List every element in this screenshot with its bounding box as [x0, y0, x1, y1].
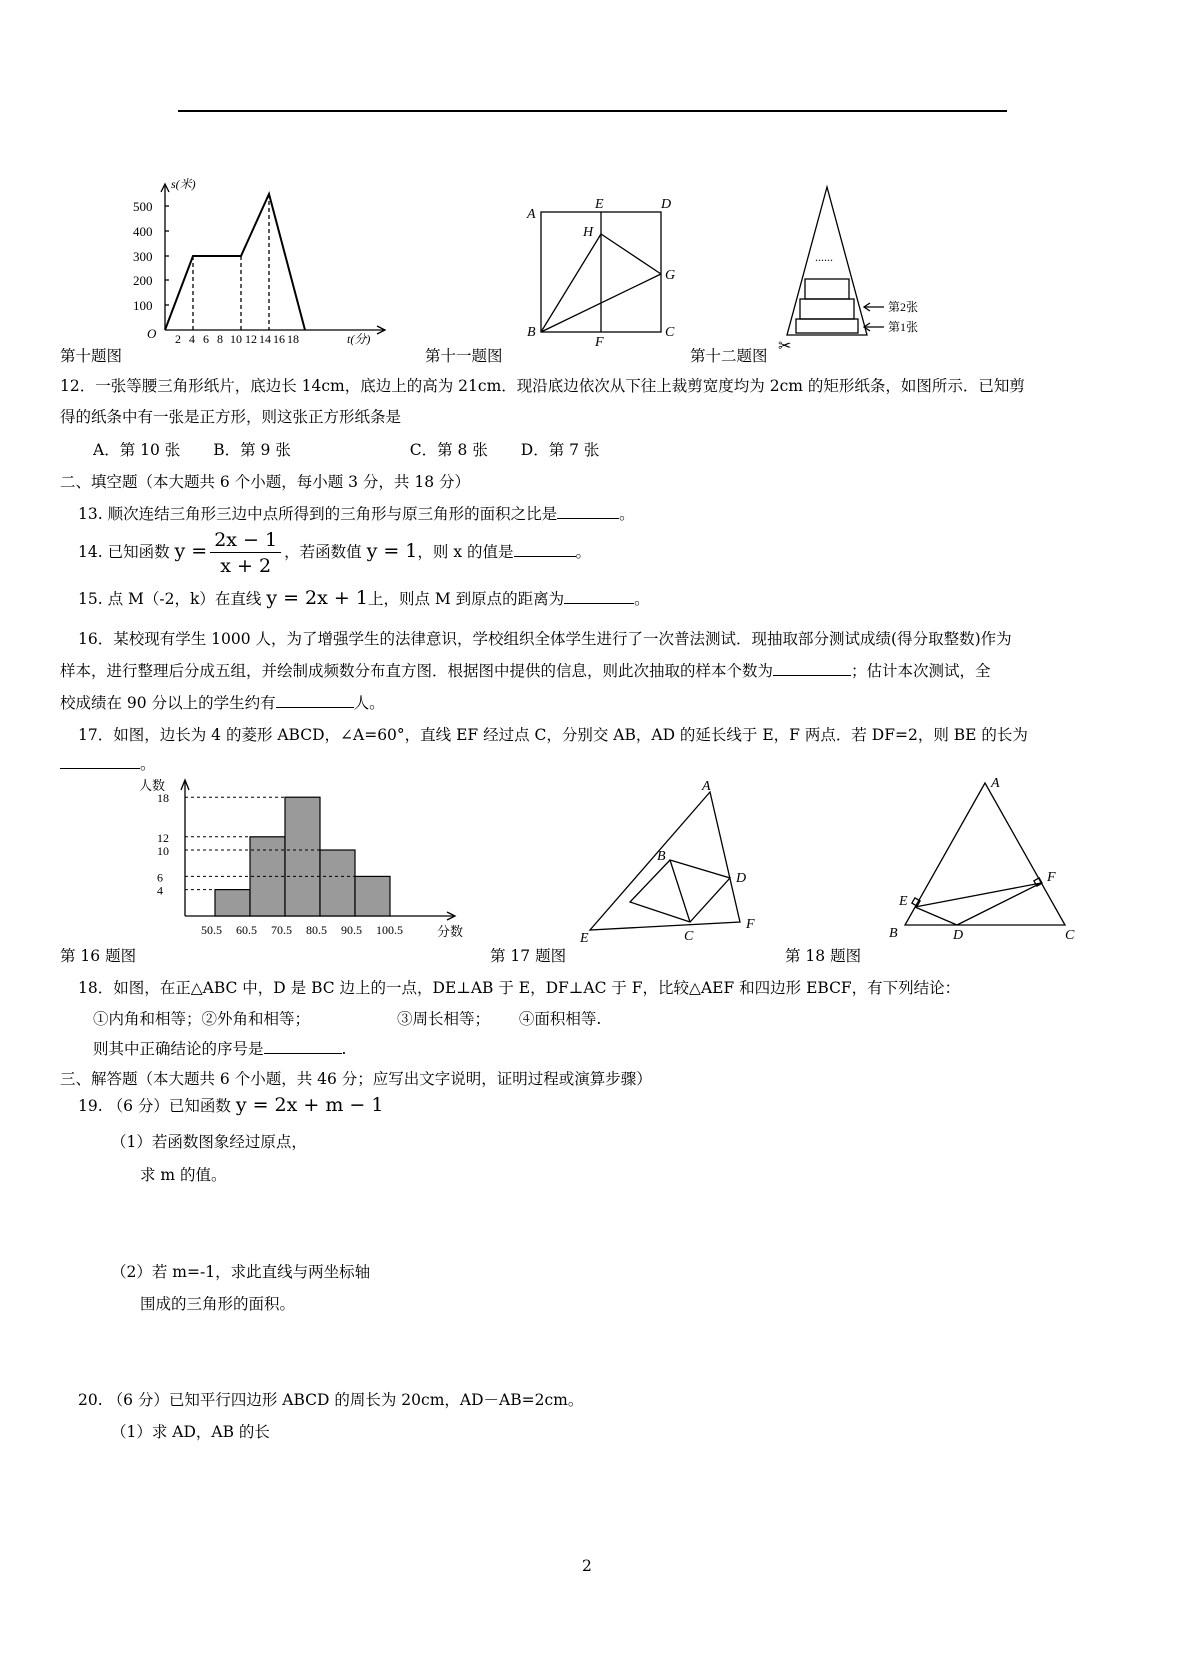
fig10-caption: 第十题图	[60, 347, 123, 365]
figure-10-graph	[133, 177, 395, 346]
q14-func: y =	[174, 540, 208, 562]
q13-end: 。	[619, 505, 635, 523]
q16-line1: 16．某校现有学生 1000 人，为了增强学生的法律意识，学校组织全体学生进行了一次普法测试．现抽取部分测试成绩(得分取整数)作为	[78, 630, 1012, 648]
q13	[78, 502, 635, 524]
q16-sample-blank[interactable]	[773, 661, 851, 676]
q12-option-b[interactable]: B．第 9 张	[213, 441, 291, 459]
q14-pre: 14. 已知函数	[78, 543, 170, 561]
fig17-label-b: B	[657, 849, 666, 864]
histogram-y-ticks	[157, 791, 169, 897]
q18-conclusion-3: ③周长相等；	[396, 1010, 490, 1028]
histogram-y-tick: 18	[157, 791, 169, 806]
q16-line3-text: 校成绩在 90 分以上的学生约有	[60, 694, 276, 712]
fig17-label-c: C	[684, 929, 694, 944]
fig16-x-label: 分数	[437, 924, 464, 939]
fig11-label-f: F	[595, 335, 604, 350]
fig12-caption: 第十二题图	[690, 347, 768, 365]
fig11-label-b: B	[527, 325, 536, 340]
q14-numerator: 2x − 1	[210, 529, 281, 553]
fig18-label-e: E	[899, 894, 908, 909]
fig18-caption: 第 18 题图	[785, 947, 862, 965]
fig12-dots: ......	[815, 250, 833, 264]
fig12-strip-1: 第1张	[888, 320, 919, 334]
q15	[78, 587, 650, 609]
fig11-caption: 第十一题图	[425, 347, 503, 365]
q16-line2b: ；估计本次测试，全	[851, 662, 991, 680]
fig18-label-c: C	[1065, 928, 1075, 943]
q14	[78, 529, 591, 577]
fig11-label-h: H	[583, 225, 594, 240]
fig10-x-tick: 14	[259, 332, 271, 346]
histogram-bar-3	[285, 797, 320, 916]
q14-denominator: x + 2	[220, 555, 272, 577]
q18-line1: 18．如图，在正△ABC 中，D 是 BC 边上的一点，DE⊥AB 于 E，DF⊥AC 于 F，比较△AEF 和四边形 EBCF，有下列结论：	[78, 979, 961, 997]
q19-pre: 19. （6 分）已知函数	[78, 1097, 231, 1115]
fig10-y-label: s(米)	[171, 177, 196, 191]
fig10-x-tick: 18	[287, 332, 299, 346]
q14-post: ，则 x 的值是	[417, 543, 514, 561]
fig17-caption: 第 17 题图	[490, 947, 567, 965]
q12-option-a[interactable]: A．第 10 张	[93, 441, 181, 459]
q14-answer-blank[interactable]	[514, 542, 576, 557]
q18-ask	[93, 1037, 346, 1059]
q18-conclusions	[93, 1007, 601, 1029]
histogram-bar-5	[355, 876, 390, 916]
q18-answer-blank[interactable]	[264, 1039, 342, 1054]
histogram-bar-1	[215, 890, 250, 916]
fig11-label-d: D	[661, 197, 672, 212]
q13-text: 13. 顺次连结三角形三边中点所得到的三角形与原三角形的面积之比是	[78, 505, 558, 523]
fig16-caption: 第 16 题图	[60, 947, 137, 965]
fig10-y-tick: 100	[133, 298, 153, 313]
section-2-heading: 二、填空题（本大题共 6 个小题，每小题 3 分，共 18 分）	[60, 473, 471, 491]
fig10-x-label: t(分)	[347, 332, 371, 346]
figure-12-triangle	[780, 183, 960, 353]
q18-conclusion-1-2: ①内角和相等；②外角和相等；	[93, 1010, 311, 1028]
q16-line3b: 人。	[353, 694, 385, 712]
q18-end: .	[341, 1040, 347, 1058]
q12-line1: 12．一张等腰三角形纸片，底边长 14cm，底边上的高为 21cm．现沿底边依次从下往上裁剪宽度均为 2cm 的矩形纸条，如图所示．已知剪	[60, 377, 1025, 395]
figure-11-rectangle	[525, 196, 685, 350]
q18-conclusion-4: ④面积相等.	[518, 1010, 602, 1028]
fig18-label-a: A	[991, 776, 1000, 791]
figure-16-histogram	[135, 770, 485, 940]
fig10-y-tick: 200	[133, 273, 153, 288]
histogram-x-tick: 70.5	[271, 923, 292, 937]
q19-part2a: （2）若 m=-1，求此直线与两坐标轴	[111, 1263, 371, 1281]
q16-line3	[60, 691, 385, 713]
fig11-label-g: G	[665, 268, 676, 283]
histogram-y-tick: 4	[157, 883, 163, 898]
q15-answer-blank[interactable]	[564, 589, 634, 604]
histogram-y-tick: 6	[157, 870, 163, 885]
q13-answer-blank[interactable]	[557, 504, 619, 519]
histogram-y-tick: 12	[157, 830, 169, 845]
q15-equation: y = 2x + 1	[266, 587, 368, 609]
q20-line1: 20. （6 分）已知平行四边形 ABCD 的周长为 20cm，AD－AB=2cm。	[78, 1391, 584, 1409]
q17-end: 。	[140, 755, 156, 773]
histogram-x-tick: 90.5	[341, 923, 362, 937]
q14-value: y = 1	[366, 540, 418, 562]
figure-17-rhombus	[580, 779, 780, 946]
q20-part1: （1）求 AD，AB 的长	[111, 1423, 270, 1441]
fig17-label-d: D	[736, 871, 747, 886]
histogram-x-tick: 50.5	[201, 923, 222, 937]
q12-line2: 得的纸条中有一张是正方形，则这张正方形纸条是	[60, 408, 402, 426]
histogram-x-tick: 60.5	[236, 923, 257, 937]
fig12-strip-2: 第2张	[888, 300, 919, 314]
q15-post: 上，则点 M 到原点的距离为	[367, 590, 565, 608]
figure-18-triangle	[885, 775, 1085, 943]
q12-option-c[interactable]: C．第 8 张	[409, 441, 488, 459]
q12-options	[93, 438, 599, 460]
fig17-label-a: A	[702, 779, 711, 794]
fig11-label-c: C	[665, 325, 675, 340]
q12-option-d[interactable]: D．第 7 张	[520, 441, 600, 459]
scissors-icon: ✂	[778, 338, 792, 355]
q15-end: 。	[634, 590, 650, 608]
q14-fraction	[210, 529, 281, 577]
q15-pre: 15. 点 M（-2，k）在直线	[78, 590, 262, 608]
fig10-x-tick: 12	[245, 332, 257, 346]
fig11-label-a: A	[527, 207, 536, 222]
q19	[78, 1094, 383, 1116]
page-number: 2	[582, 1557, 592, 1575]
fig18-label-b: B	[889, 926, 898, 941]
q18-ask-text: 则其中正确结论的序号是	[93, 1040, 264, 1058]
fig18-label-f: F	[1047, 870, 1056, 885]
q19-part2b: 围成的三角形的面积。	[140, 1295, 296, 1313]
header-rule	[178, 110, 1007, 112]
q17-answer-blank[interactable]	[60, 754, 140, 769]
histogram-bar-4	[320, 850, 355, 916]
fig10-origin: O	[147, 326, 157, 341]
q14-mid: ，若函数值	[284, 543, 362, 561]
fig18-label-d: D	[953, 928, 964, 943]
section-3-heading: 三、解答题（本大题共 6 个小题，共 46 分；应写出文字说明，证明过程或演算步骤）	[60, 1070, 652, 1088]
q16-estimate-blank[interactable]	[276, 693, 354, 708]
fig10-x-tick: 10	[230, 332, 242, 346]
fig17-label-f: F	[746, 917, 755, 932]
fig10-y-tick: 400	[133, 224, 153, 239]
histogram-x-tick: 100.5	[376, 923, 403, 937]
fig10-y-tick: 300	[133, 249, 153, 264]
q19-part1a: （1）若函数图象经过原点，	[111, 1133, 307, 1151]
fig10-x-tick: 6	[203, 332, 209, 346]
q19-equation: y = 2x + m − 1	[235, 1094, 384, 1116]
fig10-x-tick: 16	[273, 332, 285, 346]
fig10-x-tick: 4	[189, 332, 195, 346]
histogram-bar-2	[250, 837, 285, 916]
q17-line1: 17．如图，边长为 4 的菱形 ABCD，∠A=60°，直线 EF 经过点 C，分别交 AB，AD 的延长线于 E，F 两点．若 DF=2，则 BE 的长为	[78, 726, 1028, 744]
histogram-x-ticks	[201, 923, 403, 937]
q14-end: 。	[575, 543, 592, 561]
histogram-y-tick: 10	[157, 844, 169, 858]
histogram-x-tick: 80.5	[306, 923, 327, 937]
fig16-y-label: 人数	[139, 778, 166, 793]
q16-line2	[60, 659, 991, 681]
fig10-x-tick: 2	[175, 332, 181, 346]
fig17-label-e: E	[580, 931, 589, 946]
q16-line2-text: 样本，进行整理后分成五组，并绘制成频数分布直方图．根据图中提供的信息，则此次抽取的样本个数为	[60, 662, 774, 680]
fig10-x-tick: 8	[217, 332, 223, 346]
q19-part1b: 求 m 的值。	[140, 1166, 227, 1184]
fig11-label-e: E	[595, 197, 604, 212]
histogram-bars	[215, 797, 390, 916]
fig10-y-tick: 500	[133, 199, 153, 214]
